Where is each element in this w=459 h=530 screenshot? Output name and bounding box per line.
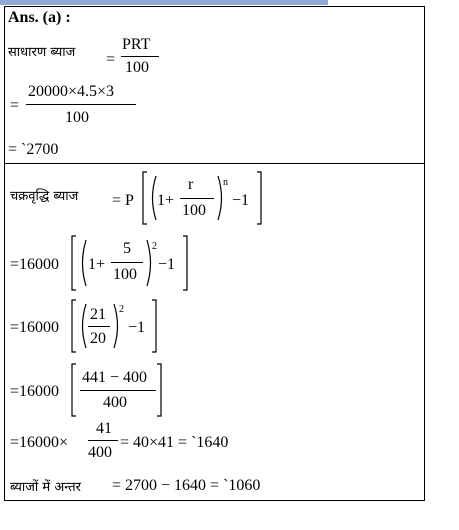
ci-line2-right-bracket	[183, 236, 187, 290]
ci-label: चक्रवृद्धि ब्याज	[10, 189, 79, 204]
ci-one-plus: 1+	[157, 192, 175, 209]
ci-line2-right-paren	[147, 240, 151, 286]
si-line2-denominator: 100	[65, 109, 89, 126]
ci-line3-numerator: 21	[90, 306, 106, 323]
ci-line3-right-paren	[114, 304, 118, 348]
ci-line2-denominator: 100	[113, 266, 137, 283]
si-denominator: 100	[125, 59, 149, 76]
si-line2-equals: =	[10, 97, 20, 114]
ci-line1-left-bracket	[143, 172, 147, 224]
ci-line4-prefix: =16000	[10, 383, 60, 400]
ci-line2-numerator: 5	[123, 240, 131, 257]
ci-r: r	[188, 176, 194, 193]
ci-line2-one-plus: 1+	[88, 256, 106, 273]
si-numerator: PRT	[122, 36, 151, 53]
ci-line1-left-paren	[153, 176, 157, 220]
ci-line2-left-paren	[83, 240, 87, 286]
ci-exponent: n	[223, 177, 228, 188]
ci-line4-denominator: 400	[103, 394, 127, 411]
si-line2-numerator: 20000×4.5×3	[28, 83, 115, 100]
ci-line3-left-paren	[83, 304, 87, 348]
ci-line3-minus-one: −1	[128, 319, 146, 336]
si-result: = `2700	[8, 141, 59, 158]
ci-line5-denominator: 400	[88, 444, 112, 461]
ci-line3-delimiters	[72, 300, 156, 352]
ci-line1-delimiters	[143, 172, 261, 224]
ci-line2-left-bracket	[72, 236, 76, 290]
ci-line5-result: = 40×41 = `1640	[120, 434, 229, 451]
ci-equals-p: = P	[112, 192, 134, 209]
difference-label: ब्याजों में अन्तर	[10, 480, 81, 495]
ci-line3-exponent: 2	[119, 304, 124, 315]
answer-label: Ans. (a) :	[8, 9, 71, 26]
ci-line4-delimiters	[72, 364, 161, 416]
ci-line3-denominator: 20	[90, 330, 106, 347]
ci-line1-right-bracket	[257, 172, 261, 224]
si-equals: =	[106, 51, 116, 68]
si-label: साधारण ब्याज	[8, 45, 76, 60]
ci-line4-right-bracket	[157, 364, 161, 416]
ci-line2-prefix: =16000	[10, 256, 60, 273]
ci-minus-one: −1	[232, 192, 250, 209]
ci-line3-left-bracket	[72, 300, 76, 352]
ci-line2-minus-one: −1	[158, 256, 176, 273]
ci-line4-left-bracket	[72, 364, 76, 416]
ci-line3-right-bracket	[152, 300, 156, 352]
ci-line5-numerator: 41	[96, 420, 112, 437]
ci-line5-prefix: =16000×	[10, 434, 69, 451]
ci-line2-exponent: 2	[152, 241, 157, 252]
difference-expression: = 2700 − 1640 = `1060	[112, 477, 261, 494]
ci-line1-right-paren	[218, 176, 222, 220]
ci-line4-numerator: 441 − 400	[82, 369, 148, 386]
ci-line2-delimiters	[72, 236, 187, 290]
ci-line3-prefix: =16000	[10, 319, 60, 336]
ci-hundred: 100	[182, 202, 206, 219]
